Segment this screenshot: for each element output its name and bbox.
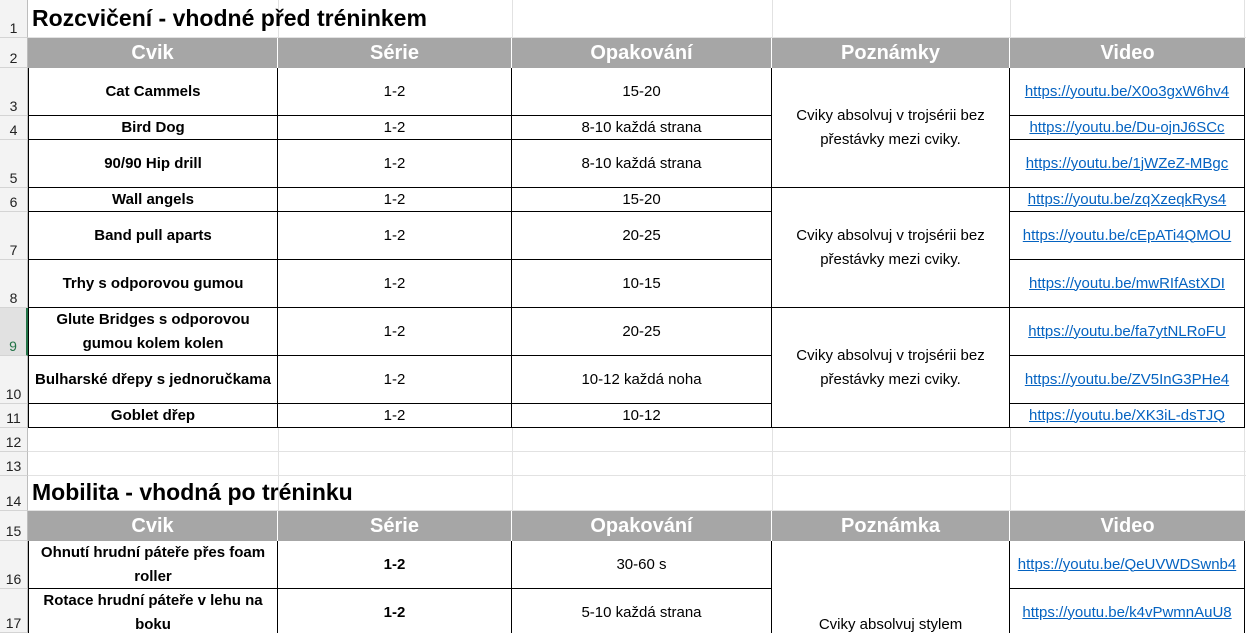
exercise-name[interactable]: Trhy s odporovou gumou bbox=[28, 260, 278, 308]
sets-value[interactable]: 1-2 bbox=[278, 188, 512, 212]
row-header[interactable] bbox=[0, 356, 28, 404]
row-number: 13 bbox=[5, 458, 22, 474]
header-serie[interactable]: Série bbox=[278, 38, 512, 68]
exercise-name[interactable]: Ohnutí hrudní páteře přes foam roller bbox=[28, 541, 278, 589]
row-header[interactable] bbox=[0, 0, 28, 38]
header-serie[interactable]: Série bbox=[278, 511, 512, 541]
row-header[interactable] bbox=[0, 212, 28, 260]
row-number: 5 bbox=[9, 170, 18, 186]
sets-value[interactable]: 1-2 bbox=[278, 116, 512, 140]
header-cvik[interactable]: Cvik bbox=[28, 511, 278, 541]
exercise-name[interactable]: 90/90 Hip drill bbox=[28, 140, 278, 188]
row-number: 10 bbox=[5, 386, 22, 402]
gridline bbox=[772, 428, 773, 511]
notes-cell[interactable]: Cviky absolvuj stylem bbox=[772, 541, 1010, 633]
reps-value[interactable]: 5-10 každá strana bbox=[512, 589, 772, 633]
row-header[interactable] bbox=[0, 260, 28, 308]
exercise-name[interactable]: Glute Bridges s odporovou gumou kolem kolen bbox=[28, 308, 278, 356]
notes-cell[interactable]: Cviky absolvuj v trojsérii bez přestávky mezi cviky. bbox=[772, 68, 1010, 188]
exercise-name[interactable]: Wall angels bbox=[28, 188, 278, 212]
exercise-name[interactable]: Cat Cammels bbox=[28, 68, 278, 116]
header-video[interactable]: Video bbox=[1010, 38, 1245, 68]
row-number: 17 bbox=[5, 615, 22, 631]
header-cvik[interactable]: Cvik bbox=[28, 38, 278, 68]
gridline bbox=[1010, 428, 1011, 511]
notes-cell[interactable]: Cviky absolvuj v trojsérii bez přestávky mezi cviky. bbox=[772, 308, 1010, 428]
reps-value[interactable]: 20-25 bbox=[512, 212, 772, 260]
gridline bbox=[772, 0, 773, 38]
row-number: 9 bbox=[9, 338, 17, 354]
reps-value[interactable]: 30-60 s bbox=[512, 541, 772, 589]
reps-value[interactable]: 8-10 každá strana bbox=[512, 116, 772, 140]
row-header[interactable] bbox=[0, 476, 28, 511]
row-number: 3 bbox=[9, 98, 18, 114]
row-header[interactable] bbox=[0, 541, 28, 589]
sets-value[interactable]: 1-2 bbox=[278, 68, 512, 116]
section-title-mobility: Mobilita - vhodná po tréninku bbox=[32, 479, 353, 505]
exercise-name[interactable]: Rotace hrudní páteře v lehu na boku bbox=[28, 589, 278, 633]
row-number: 6 bbox=[9, 194, 18, 210]
row-number: 4 bbox=[9, 122, 18, 138]
row-number: 7 bbox=[9, 242, 18, 258]
reps-value[interactable]: 10-12 každá noha bbox=[512, 356, 772, 404]
video-link[interactable]: https://youtu.be/k4vPwmnAuU8 bbox=[1010, 589, 1245, 633]
row-header[interactable] bbox=[0, 452, 28, 476]
gridline bbox=[28, 475, 1246, 476]
exercise-name[interactable]: Band pull aparts bbox=[28, 212, 278, 260]
video-link[interactable]: https://youtu.be/ZV5InG3PHe4 bbox=[1010, 356, 1245, 404]
exercise-name[interactable]: Bird Dog bbox=[28, 116, 278, 140]
sets-value[interactable]: 1-2 bbox=[278, 140, 512, 188]
gridline bbox=[512, 428, 513, 511]
exercise-name[interactable]: Goblet dřep bbox=[28, 404, 278, 428]
row-number: 2 bbox=[9, 50, 18, 66]
row-number: 8 bbox=[9, 290, 18, 306]
sets-value[interactable]: 1-2 bbox=[278, 404, 512, 428]
sets-value[interactable]: 1-2 bbox=[278, 356, 512, 404]
row-number: 15 bbox=[5, 523, 22, 539]
header-opakovani[interactable]: Opakování bbox=[512, 511, 772, 541]
reps-value[interactable]: 15-20 bbox=[512, 68, 772, 116]
reps-value[interactable]: 8-10 každá strana bbox=[512, 140, 772, 188]
header-poznamky[interactable]: Poznámky bbox=[772, 38, 1010, 68]
video-link[interactable]: https://youtu.be/X0o3gxW6hv4 bbox=[1010, 68, 1245, 116]
video-link[interactable]: https://youtu.be/QeUVWDSwnb4 bbox=[1010, 541, 1245, 589]
section-title-warmup: Rozcvičení - vhodné před tréninkem bbox=[32, 5, 427, 31]
row-header[interactable] bbox=[0, 404, 28, 428]
row-number: 14 bbox=[5, 493, 22, 509]
row-header[interactable] bbox=[0, 140, 28, 188]
row-header-selected[interactable] bbox=[0, 308, 28, 356]
notes-cell[interactable]: Cviky absolvuj v trojsérii bez přestávky mezi cviky. bbox=[772, 188, 1010, 308]
row-number: 11 bbox=[6, 410, 21, 426]
row-header[interactable] bbox=[0, 188, 28, 212]
video-link[interactable]: https://youtu.be/fa7ytNLRoFU bbox=[1010, 308, 1245, 356]
header-video[interactable]: Video bbox=[1010, 511, 1245, 541]
reps-value[interactable]: 10-12 bbox=[512, 404, 772, 428]
video-link[interactable]: https://youtu.be/zqXzeqkRys4 bbox=[1010, 188, 1245, 212]
row-header[interactable] bbox=[0, 68, 28, 116]
row-number: 12 bbox=[5, 434, 22, 450]
video-link[interactable]: https://youtu.be/Du-ojnJ6SCc bbox=[1010, 116, 1245, 140]
row-header[interactable] bbox=[0, 589, 28, 633]
gridline bbox=[28, 451, 1246, 452]
sets-value[interactable]: 1-2 bbox=[278, 212, 512, 260]
video-link[interactable]: https://youtu.be/mwRIfAstXDI bbox=[1010, 260, 1245, 308]
header-poznamka[interactable]: Poznámka bbox=[772, 511, 1010, 541]
sets-value[interactable]: 1-2 bbox=[278, 308, 512, 356]
row-header[interactable] bbox=[0, 511, 28, 541]
row-header[interactable] bbox=[0, 38, 28, 68]
row-number: 16 bbox=[5, 571, 22, 587]
header-opakovani[interactable]: Opakování bbox=[512, 38, 772, 68]
row-header[interactable] bbox=[0, 428, 28, 452]
exercise-name[interactable]: Bulharské dřepy s jednoručkama bbox=[28, 356, 278, 404]
video-link[interactable]: https://youtu.be/XK3iL-dsTJQ bbox=[1010, 404, 1245, 428]
reps-value[interactable]: 10-15 bbox=[512, 260, 772, 308]
gridline bbox=[512, 0, 513, 38]
sets-value[interactable]: 1-2 bbox=[278, 260, 512, 308]
video-link[interactable]: https://youtu.be/1jWZeZ-MBgc bbox=[1010, 140, 1245, 188]
reps-value[interactable]: 15-20 bbox=[512, 188, 772, 212]
row-number: 1 bbox=[9, 20, 18, 36]
sets-value[interactable]: 1-2 bbox=[278, 541, 512, 589]
sets-value[interactable]: 1-2 bbox=[278, 589, 512, 633]
video-link[interactable]: https://youtu.be/cEpATi4QMOU bbox=[1010, 212, 1245, 260]
reps-value[interactable]: 20-25 bbox=[512, 308, 772, 356]
row-header[interactable] bbox=[0, 116, 28, 140]
gridline bbox=[1010, 0, 1011, 38]
